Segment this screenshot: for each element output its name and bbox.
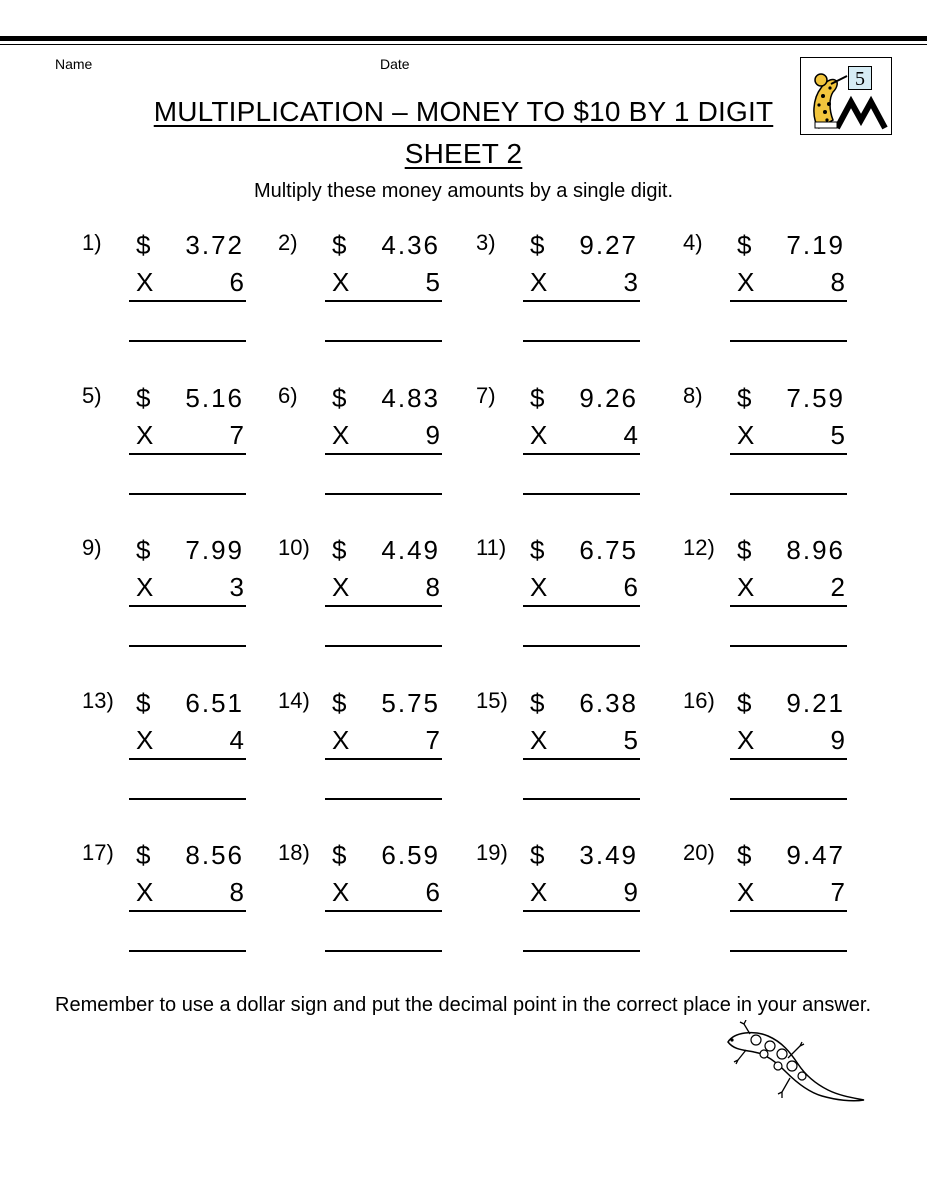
times-sign: X xyxy=(737,420,755,450)
problem-number: 6) xyxy=(278,383,298,408)
dollar-sign: $ xyxy=(136,230,151,260)
multiplier: 5 xyxy=(425,267,440,297)
times-sign: X xyxy=(530,267,548,297)
problem-17 xyxy=(82,840,282,990)
answer-line[interactable] xyxy=(523,340,640,342)
product-rule xyxy=(523,910,640,912)
problem-7 xyxy=(476,383,676,533)
multiplier: 2 xyxy=(830,572,845,602)
dollar-sign: $ xyxy=(136,840,151,870)
money-amount: 7.99 xyxy=(185,535,244,565)
money-amount: 9.47 xyxy=(786,840,845,870)
multiplier: 3 xyxy=(623,267,638,297)
problem-number: 12) xyxy=(683,535,715,560)
dollar-sign: $ xyxy=(332,230,347,260)
money-amount: 6.59 xyxy=(381,840,440,870)
multiplier: 8 xyxy=(830,267,845,297)
multiplier: 9 xyxy=(623,877,638,907)
dollar-sign: $ xyxy=(530,535,545,565)
problem-number: 4) xyxy=(683,230,703,255)
grade-logo xyxy=(800,57,892,135)
multiplier: 8 xyxy=(425,572,440,602)
problem-number: 16) xyxy=(683,688,715,713)
product-rule xyxy=(325,300,442,302)
problem-6 xyxy=(278,383,478,533)
product-rule xyxy=(325,910,442,912)
money-amount: 5.16 xyxy=(185,383,244,413)
problem-12 xyxy=(683,535,883,685)
money-amount: 8.96 xyxy=(786,535,845,565)
answer-line[interactable] xyxy=(129,798,246,800)
multiplier: 4 xyxy=(229,725,244,755)
money-amount: 6.75 xyxy=(579,535,638,565)
multiplier: 6 xyxy=(425,877,440,907)
times-sign: X xyxy=(737,877,755,907)
problem-11 xyxy=(476,535,676,685)
product-rule xyxy=(523,453,640,455)
problem-15 xyxy=(476,688,676,838)
money-amount: 9.26 xyxy=(579,383,638,413)
top-rule xyxy=(0,36,927,41)
times-sign: X xyxy=(530,420,548,450)
times-sign: X xyxy=(136,877,154,907)
money-amount: 6.38 xyxy=(579,688,638,718)
grade-badge: 5 xyxy=(848,66,872,90)
times-sign: X xyxy=(737,572,755,602)
multiplier: 7 xyxy=(830,877,845,907)
money-amount: 3.49 xyxy=(579,840,638,870)
times-sign: X xyxy=(136,725,154,755)
answer-line[interactable] xyxy=(730,798,847,800)
money-amount: 9.27 xyxy=(579,230,638,260)
problem-number: 5) xyxy=(82,383,102,408)
times-sign: X xyxy=(136,572,154,602)
problem-16 xyxy=(683,688,883,838)
dollar-sign: $ xyxy=(332,840,347,870)
product-rule xyxy=(325,758,442,760)
problem-5 xyxy=(82,383,282,533)
money-amount: 4.36 xyxy=(381,230,440,260)
product-rule xyxy=(730,605,847,607)
multiplier: 7 xyxy=(425,725,440,755)
multiplier: 9 xyxy=(425,420,440,450)
answer-line[interactable] xyxy=(325,493,442,495)
dollar-sign: $ xyxy=(530,230,545,260)
dollar-sign: $ xyxy=(737,383,752,413)
product-rule xyxy=(129,758,246,760)
dollar-sign: $ xyxy=(332,383,347,413)
answer-line[interactable] xyxy=(523,493,640,495)
problem-18 xyxy=(278,840,478,990)
top-rule-thin xyxy=(0,44,927,45)
problem-8 xyxy=(683,383,883,533)
times-sign: X xyxy=(737,267,755,297)
product-rule xyxy=(730,453,847,455)
answer-line[interactable] xyxy=(730,340,847,342)
dollar-sign: $ xyxy=(530,688,545,718)
problem-number: 9) xyxy=(82,535,102,560)
problem-number: 3) xyxy=(476,230,496,255)
problem-2 xyxy=(278,230,478,380)
multiplier: 6 xyxy=(229,267,244,297)
multiplier: 6 xyxy=(623,572,638,602)
title-line-2: SHEET 2 xyxy=(404,138,523,169)
answer-line[interactable] xyxy=(129,950,246,952)
product-rule xyxy=(129,453,246,455)
problem-number: 18) xyxy=(278,840,310,865)
times-sign: X xyxy=(136,267,154,297)
times-sign: X xyxy=(530,877,548,907)
product-rule xyxy=(730,758,847,760)
problem-number: 20) xyxy=(683,840,715,865)
product-rule xyxy=(523,300,640,302)
answer-line[interactable] xyxy=(325,645,442,647)
times-sign: X xyxy=(332,420,350,450)
times-sign: X xyxy=(136,420,154,450)
dollar-sign: $ xyxy=(737,688,752,718)
money-amount: 7.19 xyxy=(786,230,845,260)
product-rule xyxy=(129,605,246,607)
multiplier: 8 xyxy=(229,877,244,907)
dollar-sign: $ xyxy=(530,383,545,413)
problem-number: 13) xyxy=(82,688,114,713)
date-label: Date xyxy=(380,56,410,72)
problem-number: 2) xyxy=(278,230,298,255)
product-rule xyxy=(325,453,442,455)
money-amount: 4.83 xyxy=(381,383,440,413)
dollar-sign: $ xyxy=(737,535,752,565)
multiplier: 4 xyxy=(623,420,638,450)
answer-line[interactable] xyxy=(730,950,847,952)
product-rule xyxy=(129,910,246,912)
problem-number: 15) xyxy=(476,688,508,713)
multiplier: 9 xyxy=(830,725,845,755)
title-line-1: MULTIPLICATION – MONEY TO $10 BY 1 DIGIT xyxy=(153,96,774,127)
product-rule xyxy=(523,758,640,760)
multiplier: 5 xyxy=(623,725,638,755)
problem-14 xyxy=(278,688,478,838)
problem-19 xyxy=(476,840,676,990)
footer-note: Remember to use a dollar sign and put the decimal point in the correct place in your answer. xyxy=(55,994,871,1016)
answer-line[interactable] xyxy=(523,950,640,952)
dollar-sign: $ xyxy=(332,688,347,718)
money-amount: 5.75 xyxy=(381,688,440,718)
problem-10 xyxy=(278,535,478,685)
answer-line[interactable] xyxy=(325,340,442,342)
instructions-subtitle: Multiply these money amounts by a single digit. xyxy=(253,180,674,202)
dollar-sign: $ xyxy=(530,840,545,870)
answer-line[interactable] xyxy=(730,493,847,495)
product-rule xyxy=(730,910,847,912)
sheet-title xyxy=(0,138,927,170)
answer-line[interactable] xyxy=(129,340,246,342)
times-sign: X xyxy=(530,725,548,755)
name-label: Name xyxy=(55,56,93,72)
money-amount: 8.56 xyxy=(185,840,244,870)
answer-line[interactable] xyxy=(730,645,847,647)
problem-4 xyxy=(683,230,883,380)
times-sign: X xyxy=(332,572,350,602)
problem-number: 19) xyxy=(476,840,508,865)
money-amount: 3.72 xyxy=(185,230,244,260)
dollar-sign: $ xyxy=(737,840,752,870)
problem-number: 7) xyxy=(476,383,496,408)
dollar-sign: $ xyxy=(136,383,151,413)
times-sign: X xyxy=(332,877,350,907)
times-sign: X xyxy=(737,725,755,755)
answer-line[interactable] xyxy=(325,950,442,952)
salamander-logo-icon xyxy=(801,58,893,136)
money-amount: 6.51 xyxy=(185,688,244,718)
dollar-sign: $ xyxy=(136,535,151,565)
answer-line[interactable] xyxy=(129,493,246,495)
dollar-sign: $ xyxy=(136,688,151,718)
dollar-sign: $ xyxy=(737,230,752,260)
money-amount: 9.21 xyxy=(786,688,845,718)
answer-line[interactable] xyxy=(129,645,246,647)
salamander-icon xyxy=(720,1020,870,1115)
problem-number: 14) xyxy=(278,688,310,713)
answer-line[interactable] xyxy=(325,798,442,800)
times-sign: X xyxy=(332,267,350,297)
product-rule xyxy=(730,300,847,302)
problem-number: 11) xyxy=(476,535,507,560)
money-amount: 4.49 xyxy=(381,535,440,565)
multiplier: 5 xyxy=(830,420,845,450)
product-rule xyxy=(325,605,442,607)
answer-line[interactable] xyxy=(523,798,640,800)
multiplier: 7 xyxy=(229,420,244,450)
product-rule xyxy=(523,605,640,607)
page-title xyxy=(0,96,927,128)
dollar-sign: $ xyxy=(332,535,347,565)
problem-3 xyxy=(476,230,676,380)
problem-13 xyxy=(82,688,282,838)
money-amount: 7.59 xyxy=(786,383,845,413)
problem-1 xyxy=(82,230,282,380)
multiplier: 3 xyxy=(229,572,244,602)
problem-number: 17) xyxy=(82,840,114,865)
times-sign: X xyxy=(530,572,548,602)
problem-number: 1) xyxy=(82,230,102,255)
answer-line[interactable] xyxy=(523,645,640,647)
problem-number: 10) xyxy=(278,535,310,560)
problem-9 xyxy=(82,535,282,685)
problem-number: 8) xyxy=(683,383,703,408)
problem-20 xyxy=(683,840,883,990)
product-rule xyxy=(129,300,246,302)
times-sign: X xyxy=(332,725,350,755)
